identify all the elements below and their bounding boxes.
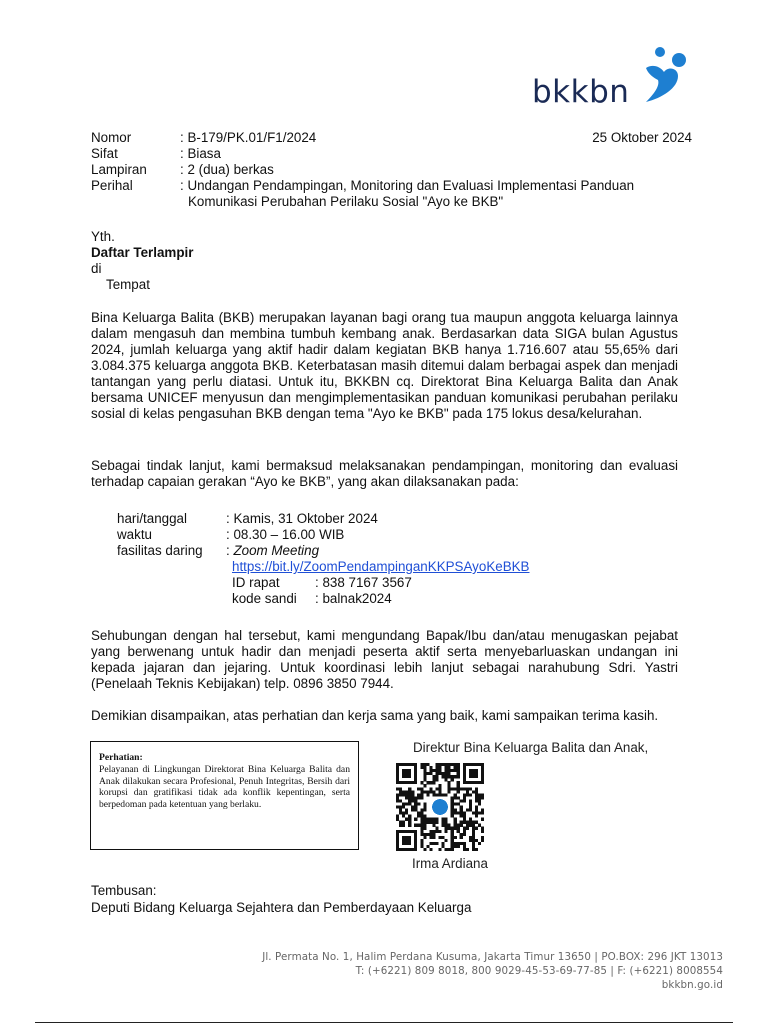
carbon-copy — [91, 883, 471, 917]
meeting-id-label: ID rapat — [232, 575, 280, 590]
footer-phone: T: (+6221) 809 8018, 800 9029-45-53-69-77-85 | F: (+6221) 8008554 — [355, 964, 723, 977]
meeting-id-value: : 838 7167 3567 — [315, 575, 412, 590]
bkkbn-logo — [532, 44, 692, 114]
footer-address: Jl. Permata No. 1, Halim Perdana Kusuma, Jakarta Timur 13650 | PO.BOX: 296 JKT 13013 — [262, 951, 723, 963]
address-di: di — [91, 261, 102, 276]
meta-value: : B-179/PK.01/F1/2024 — [180, 130, 317, 145]
schedule-label: fasilitas daring — [117, 543, 203, 558]
integrity-notice-box — [90, 741, 359, 850]
meta-row-nomor — [91, 130, 701, 146]
letter-footer — [262, 951, 723, 992]
logo-text: bkkbn — [532, 74, 630, 110]
meta-value: : Biasa — [180, 146, 221, 161]
meta-value-line2: Komunikasi Perubahan Perilaku Sosial "Ayo ke BKB" — [188, 194, 504, 209]
passcode-value: : balnak2024 — [315, 591, 392, 606]
meta-row-perihal — [91, 178, 701, 209]
cc-label: Tembusan: — [91, 883, 157, 898]
schedule-label: waktu — [117, 527, 152, 542]
zoom-meeting-link[interactable]: https://bit.ly/ZoomPendampinganKKPSAyoKeBKB — [232, 559, 530, 574]
paragraph-followup: Sebagai tindak lanjut, kami bermaksud melaksanakan pendampingan, monitoring dan evaluasi terhadap capaian gerakan “Ayo ke BKB”, yang akan dilaksanakan pada: — [91, 458, 678, 489]
meta-label: Lampiran — [91, 162, 147, 177]
event-schedule — [117, 511, 617, 607]
schedule-row-time — [117, 527, 617, 543]
meta-row-lampiran — [91, 162, 701, 178]
notice-title: Perhatian: — [99, 752, 143, 763]
meta-value: : Undangan Pendampingan, Monitoring dan Evaluasi Implementasi Panduan — [180, 178, 635, 193]
paragraph-intro: Bina Keluarga Balita (BKB) merupakan layanan bagi orang tua maupun anggota keluarga lainnya dalam mengasuh dan membina tumbuh kembang anak. Berdasarkan data SIGA bulan Agustus 2024, jumlah keluarga yang aktif hadir dalam kegiatan BKB hanya 1.716.607 atau 55,65% dari 3.084.375 keluarga anggota BKB. Keterbatasan masih ditemui dalam berbagai aspek dan menjadi tantangan yang perlu diatasi. Untuk itu, BKKBN cq. Direktorat Bina Keluarga Balita dan Anak bersama UNICEF menyusun dan mengimplementasikan panduan komunikasi perubahan perilaku sosial di kelas pengasuhan BKB dengan tema "Ayo ke BKB" pada 175 lokus desa/kelurahan. — [91, 310, 678, 421]
recipient-name: Daftar Terlampir — [91, 245, 194, 260]
schedule-value: : 08.30 – 16.00 WIB — [226, 527, 345, 542]
paragraph-invitation: Sehubungan dengan hal tersebut, kami mengundang Bapak/Ibu dan/atau menugaskan pejabat yang berwenang untuk hadir dan menjadi peserta aktif serta menyebarluaskan undangan ini kepada jajaran dan jejaring. Untuk koordinasi lebih lanjut sebagai narahubung Sdri. Yastri (Penelaah Teknis Kebijakan) telp. 0896 3850 7944. — [91, 628, 678, 691]
schedule-value: : Kamis, 31 Oktober 2024 — [226, 511, 378, 526]
facility-name: Zoom Meeting — [233, 543, 320, 558]
footer-website: bkkbn.go.id — [661, 978, 723, 991]
recipient-address — [91, 229, 193, 293]
schedule-value — [226, 543, 319, 559]
schedule-row-meeting-id — [117, 575, 617, 591]
salutation: Yth. — [91, 229, 115, 244]
schedule-row-link — [117, 559, 617, 575]
signatory-title: Direktur Bina Keluarga Balita dan Anak, — [413, 740, 649, 755]
schedule-row-facility — [117, 543, 617, 559]
schedule-row-day — [117, 511, 617, 527]
schedule-row-passcode — [117, 591, 617, 607]
signatory-name: Irma Ardiana — [412, 856, 488, 871]
bottom-divider — [35, 1022, 733, 1023]
address-place: Tempat — [106, 277, 150, 292]
schedule-label: hari/tanggal — [117, 511, 187, 526]
notice-body: Pelayanan di Lingkungan Direktorat Bina Keluarga Balita dan Anak dilakukan secara Profesional, Penuh Integritas, Bersih dari korupsi dan gratifikasi tidak ada konflik kepentingan, serta berpedoman pada ketentuan yang berlaku. — [99, 763, 350, 811]
paragraph-closing: Demikian disampaikan, atas perhatian dan kerja sama yang baik, kami sampaikan terima kasih. — [91, 708, 659, 723]
meta-value: : 2 (dua) berkas — [180, 162, 274, 177]
bkkbn-logo-mark-icon — [632, 44, 690, 106]
passcode-label: kode sandi — [232, 591, 297, 606]
letter-date: 25 Oktober 2024 — [592, 130, 692, 145]
signature-qr-code-icon — [396, 763, 484, 851]
meta-label: Sifat — [91, 146, 118, 161]
meta-row-sifat — [91, 146, 701, 162]
meta-label: Perihal — [91, 178, 133, 193]
facility-prefix: : — [226, 543, 234, 558]
cc-item: Deputi Bidang Keluarga Sejahtera dan Pemberdayaan Keluarga — [91, 900, 472, 915]
letter-meta — [91, 130, 701, 209]
meta-label: Nomor — [91, 130, 132, 145]
